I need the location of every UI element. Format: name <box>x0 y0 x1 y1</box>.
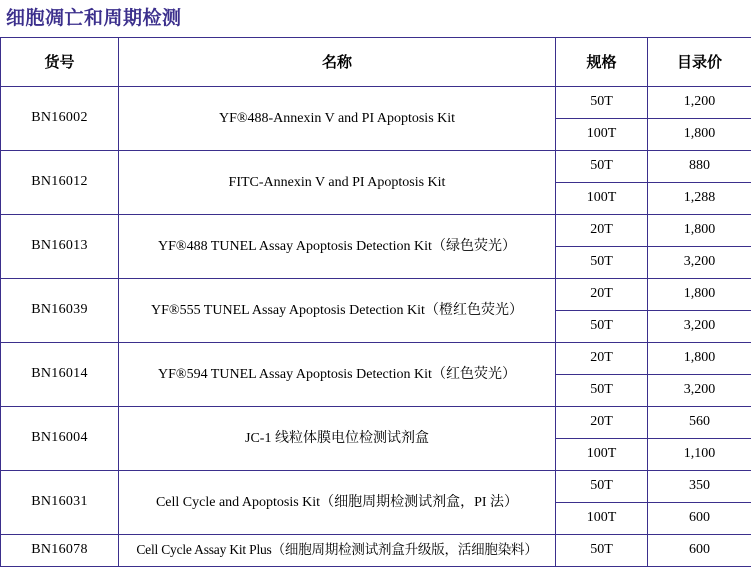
product-spec: 50T <box>556 534 648 566</box>
product-spec: 50T <box>556 374 648 406</box>
product-price: 600 <box>648 502 751 534</box>
product-price: 1,800 <box>648 278 751 310</box>
product-name: YF®555 TUNEL Assay Apoptosis Detection Kit（橙红色荧光） <box>119 278 556 342</box>
product-price: 3,200 <box>648 310 751 342</box>
product-spec: 20T <box>556 342 648 374</box>
product-code: BN16004 <box>1 406 119 470</box>
product-name: YF®594 TUNEL Assay Apoptosis Detection Kit（红色荧光） <box>119 342 556 406</box>
column-header-spec: 规格 <box>556 37 648 86</box>
product-spec: 100T <box>556 118 648 150</box>
product-code: BN16078 <box>1 534 119 566</box>
product-price: 600 <box>648 534 751 566</box>
product-spec: 50T <box>556 310 648 342</box>
product-price: 880 <box>648 150 751 182</box>
page-title: 细胞凋亡和周期检测 <box>0 0 751 37</box>
product-code: BN16012 <box>1 150 119 214</box>
product-spec: 100T <box>556 182 648 214</box>
product-spec: 50T <box>556 86 648 118</box>
product-price: 1,288 <box>648 182 751 214</box>
product-code: BN16002 <box>1 86 119 150</box>
product-price: 1,200 <box>648 86 751 118</box>
product-code: BN16039 <box>1 278 119 342</box>
product-name: Cell Cycle Assay Kit Plus（细胞周期检测试剂盒升级版，活细胞染料） <box>119 534 556 566</box>
product-price: 1,100 <box>648 438 751 470</box>
product-price: 3,200 <box>648 246 751 278</box>
table-row <box>1 470 751 502</box>
product-price: 3,200 <box>648 374 751 406</box>
table-header <box>1 37 751 86</box>
product-spec: 20T <box>556 278 648 310</box>
product-name: JC-1 线粒体膜电位检测试剂盒 <box>119 406 556 470</box>
product-spec: 50T <box>556 470 648 502</box>
table-row <box>1 534 751 566</box>
product-spec: 100T <box>556 502 648 534</box>
product-spec: 50T <box>556 246 648 278</box>
column-header-price: 目录价 <box>648 37 751 86</box>
product-spec: 20T <box>556 214 648 246</box>
product-code: BN16013 <box>1 214 119 278</box>
product-name: Cell Cycle and Apoptosis Kit（细胞周期检测试剂盒，PI 法） <box>119 470 556 534</box>
product-spec: 100T <box>556 438 648 470</box>
product-spec: 50T <box>556 150 648 182</box>
table-row <box>1 214 751 246</box>
table-row <box>1 406 751 438</box>
product-price: 1,800 <box>648 342 751 374</box>
product-price-table <box>0 37 751 567</box>
product-price: 1,800 <box>648 118 751 150</box>
table-header-row <box>1 37 751 86</box>
product-price: 350 <box>648 470 751 502</box>
table-row <box>1 150 751 182</box>
product-name: YF®488-Annexin V and PI Apoptosis Kit <box>119 86 556 150</box>
product-code: BN16014 <box>1 342 119 406</box>
product-code: BN16031 <box>1 470 119 534</box>
table-row <box>1 86 751 118</box>
product-name: FITC-Annexin V and PI Apoptosis Kit <box>119 150 556 214</box>
table-row <box>1 342 751 374</box>
product-price: 560 <box>648 406 751 438</box>
product-price: 1,800 <box>648 214 751 246</box>
table-row <box>1 278 751 310</box>
column-header-name: 名称 <box>119 37 556 86</box>
column-header-code: 货号 <box>1 37 119 86</box>
product-name: YF®488 TUNEL Assay Apoptosis Detection Kit（绿色荧光） <box>119 214 556 278</box>
table-body <box>1 86 751 566</box>
product-spec: 20T <box>556 406 648 438</box>
